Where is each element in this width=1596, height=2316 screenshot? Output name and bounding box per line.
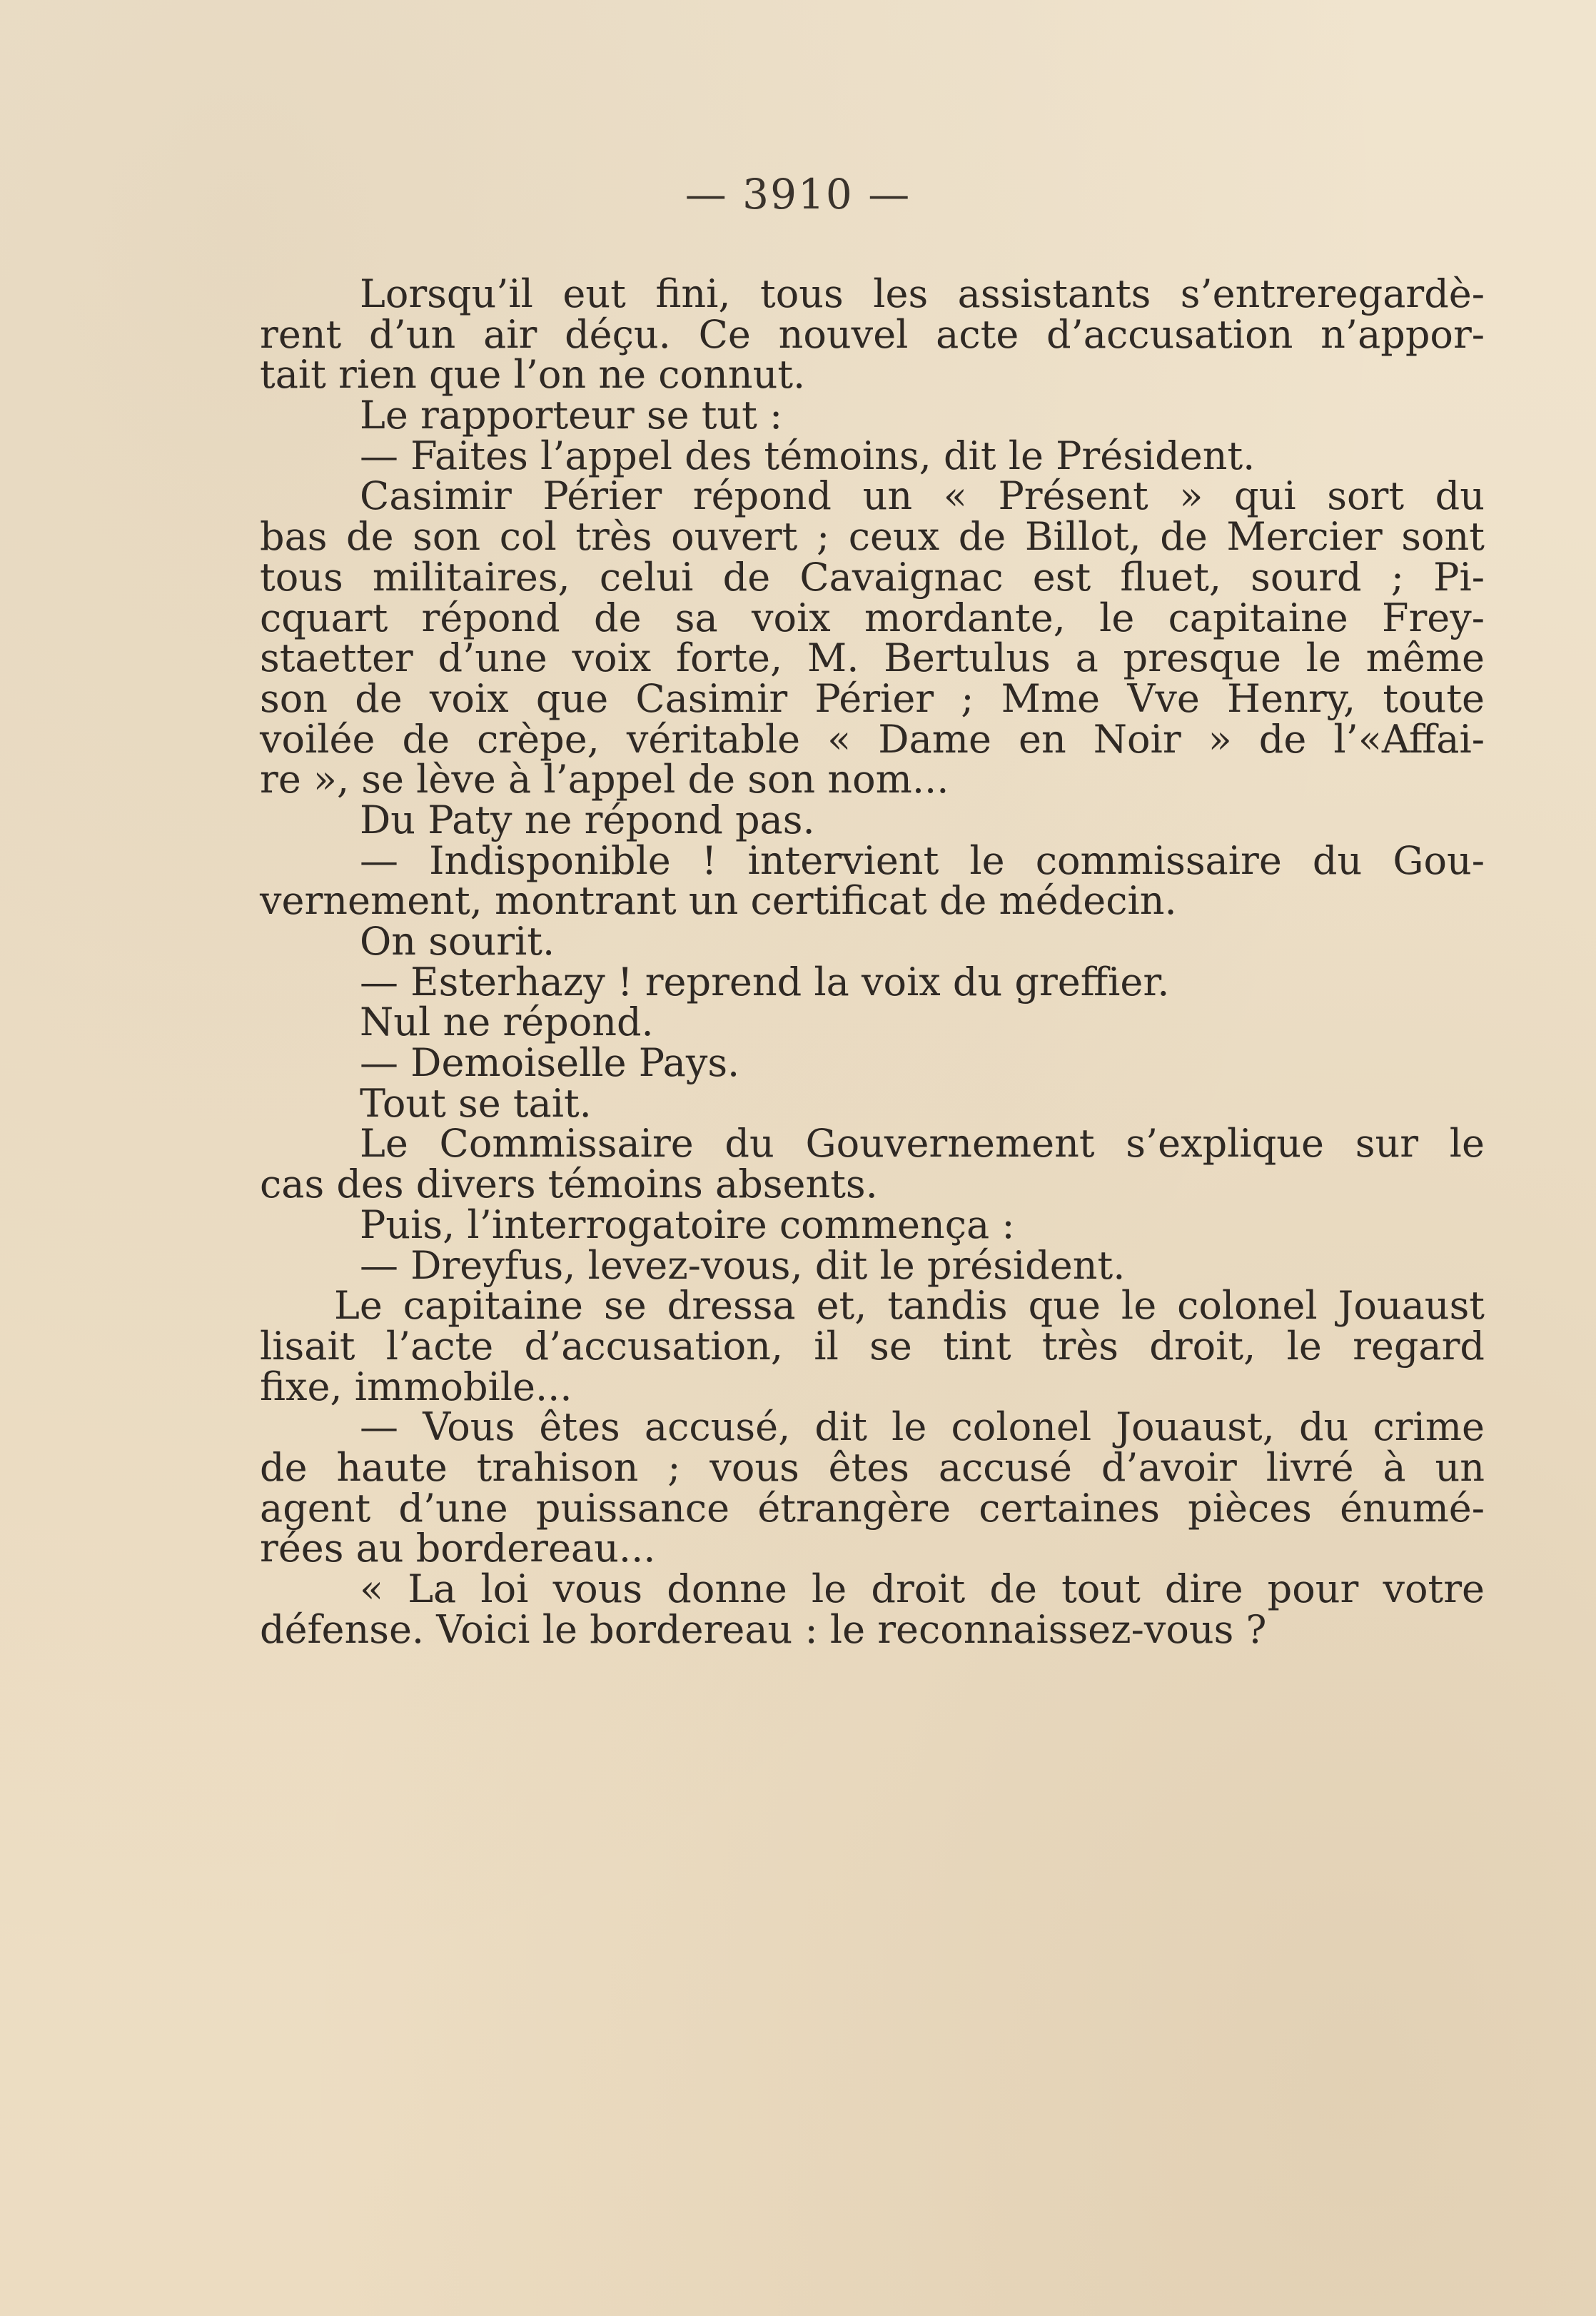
text-line: Tout se tait. bbox=[360, 1080, 592, 1126]
text-line: son de voix que Casimir Périer ; Mme Vve Henry, toute bbox=[260, 675, 1485, 721]
text-line: bas de son col très ouvert ; ceux de Billot, de Mercier sont bbox=[260, 514, 1485, 560]
text-line: Du Paty ne répond pas. bbox=[360, 797, 815, 842]
text-line: rent d’un air déçu. Ce nouvel acte d’accusation n’appor- bbox=[260, 311, 1485, 357]
text-line: Le rapporteur se tut : bbox=[360, 393, 783, 438]
text-line: cquart répond de sa voix mordante, le capitaine Frey- bbox=[260, 595, 1485, 640]
text-line: tous militaires, celui de Cavaignac est fluet, sourd ; Pi- bbox=[260, 554, 1485, 600]
text-line: — Faites l’appel des témoins, dit le Président. bbox=[360, 433, 1256, 478]
text-line: Casimir Périer répond un « Présent » qui sort du bbox=[360, 473, 1485, 519]
text-line: « La loi vous donne le droit de tout dire pour votre bbox=[360, 1566, 1485, 1611]
text-line: fixe, immobile... bbox=[260, 1364, 572, 1409]
text-line: Le Commissaire du Gouvernement s’explique sur le bbox=[360, 1121, 1485, 1167]
text-line: re », se lève à l’appel de son nom... bbox=[260, 757, 949, 802]
text-line: rées au bordereau... bbox=[260, 1526, 656, 1571]
text-line: On sourit. bbox=[360, 919, 555, 964]
text-line: tait rien que l’on ne connut. bbox=[260, 352, 806, 398]
body-text bbox=[260, 271, 1485, 1652]
page-number: — 3910 — bbox=[685, 170, 911, 218]
text-line: Lorsqu’il eut fini, tous les assistants s’entreregardè- bbox=[360, 271, 1485, 316]
text-line: — Dreyfus, levez-vous, dit le président. bbox=[360, 1242, 1126, 1288]
text-line: staetter d’une voix forte, M. Bertulus a presque le même bbox=[260, 635, 1485, 681]
text-line: voilée de crèpe, véritable « Dame en Noir » de l’«Affai- bbox=[260, 716, 1485, 762]
text-line: de haute trahison ; vous êtes accusé d’avoir livré à un bbox=[260, 1444, 1485, 1490]
text-line: Le capitaine se dressa et, tandis que le colonel Jouaust bbox=[334, 1283, 1485, 1329]
text-line: — Demoiselle Pays. bbox=[360, 1040, 740, 1086]
text-line: — Indisponible ! intervient le commissaire du Gou- bbox=[360, 837, 1485, 883]
text-line: cas des divers témoins absents. bbox=[260, 1162, 878, 1207]
text-line: agent d’une puissance étrangère certaines pièces énumé- bbox=[260, 1485, 1485, 1531]
text-line: lisait l’acte d’accusation, il se tint très droit, le regard bbox=[260, 1323, 1485, 1369]
text-line: Puis, l’interrogatoire commença : bbox=[360, 1202, 1015, 1247]
text-line: — Esterhazy ! reprend la voix du greffier. bbox=[360, 959, 1170, 1005]
text-line: Nul ne répond. bbox=[360, 1000, 654, 1045]
text-line: — Vous êtes accusé, dit le colonel Jouaust, du crime bbox=[360, 1404, 1485, 1450]
text-line: défense. Voici le bordereau : le reconnaissez-vous ? bbox=[260, 1606, 1267, 1652]
text-line: vernement, montrant un certificat de médecin. bbox=[260, 878, 1177, 924]
